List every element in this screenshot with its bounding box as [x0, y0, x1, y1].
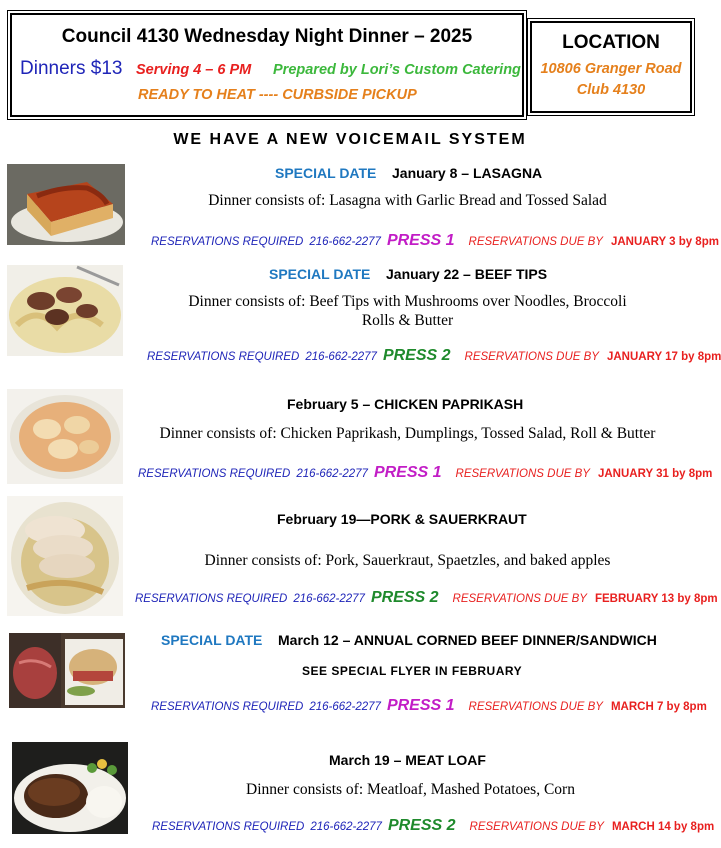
due-label: RESERVATIONS DUE BY [468, 236, 603, 248]
due-label: RESERVATIONS DUE BY [464, 351, 599, 363]
reservation-required-label: RESERVATIONS REQUIRED [151, 236, 304, 248]
event-description: Dinner consists of: Pork, Sauerkraut, Spaetzles, and baked apples [204, 552, 611, 569]
location-club: Club 4130 [576, 82, 646, 98]
event-description: Dinner consists of: Lasagna with Garlic Bread and Tossed Salad [208, 192, 607, 209]
pork-sauerkraut-photo [7, 496, 123, 616]
press-option: PRESS 2 [370, 589, 439, 606]
reservation-required-label: RESERVATIONS REQUIRED [138, 468, 291, 480]
reservation-line [151, 697, 707, 715]
due-date: JANUARY 31 by 8pm [597, 468, 713, 480]
due-date: JANUARY 17 by 8pm [606, 351, 721, 363]
event-title: January 8 – LASAGNA [392, 165, 543, 181]
page-title: Council 4130 Wednesday Night Dinner – 2025 [61, 26, 473, 47]
press-option: PRESS 2 [382, 347, 451, 364]
reservation-required-label: RESERVATIONS REQUIRED [147, 351, 300, 363]
event-description-line2: Rolls & Butter [361, 312, 454, 329]
due-date: FEBRUARY 13 by 8pm [594, 593, 718, 605]
phone-number: 216-662-2277 [309, 701, 381, 713]
pickup-note: READY TO HEAT ---- CURBSIDE PICKUP [138, 87, 417, 103]
event-description: Dinner consists of: Chicken Paprikash, Dumplings, Tossed Salad, Roll & Butter [159, 425, 656, 442]
due-label: RESERVATIONS DUE BY [455, 468, 590, 480]
event-description: Dinner consists of: Beef Tips with Mushrooms over Noodles, Broccoli [188, 293, 627, 310]
serving-hours: Serving 4 – 6 PM [136, 62, 252, 78]
event-description: Dinner consists of: Meatloaf, Mashed Potatoes, Corn [246, 781, 575, 798]
event-title: February 5 – CHICKEN PAPRIKASH [287, 396, 524, 412]
due-label: RESERVATIONS DUE BY [469, 821, 604, 833]
beef-tips-photo [7, 265, 123, 356]
event-title: February 19—PORK & SAUERKRAUT [277, 511, 527, 527]
lasagna-photo [7, 164, 125, 245]
location-heading: LOCATION [562, 32, 660, 53]
phone-number: 216-662-2277 [296, 468, 368, 480]
due-date: MARCH 7 by 8pm [610, 701, 707, 713]
reservation-line [135, 589, 718, 607]
reservation-line [147, 347, 721, 365]
due-date: JANUARY 3 by 8pm [610, 236, 719, 248]
reservation-line [152, 817, 714, 835]
caterer-label: Prepared by Lori’s Custom Catering [273, 62, 521, 78]
press-option: PRESS 1 [373, 464, 442, 481]
special-date-label: SPECIAL DATE [161, 632, 263, 648]
phone-number: 216-662-2277 [293, 593, 365, 605]
due-label: RESERVATIONS DUE BY [452, 593, 587, 605]
price-label: Dinners $13 [20, 58, 123, 79]
reservation-required-label: RESERVATIONS REQUIRED [151, 701, 304, 713]
special-date-label: SPECIAL DATE [275, 165, 377, 181]
event-title: March 19 – MEAT LOAF [329, 752, 486, 768]
reservation-line [138, 464, 712, 482]
reservation-required-label: RESERVATIONS REQUIRED [135, 593, 288, 605]
voicemail-announcement: WE HAVE A NEW VOICEMAIL SYSTEM [173, 131, 527, 148]
press-option: PRESS 2 [387, 817, 456, 834]
flyer-note: SEE SPECIAL FLYER IN FEBRUARY [302, 664, 523, 678]
press-option: PRESS 1 [386, 697, 455, 714]
due-date: MARCH 14 by 8pm [611, 821, 715, 833]
chicken-paprikash-photo [7, 389, 123, 484]
reservation-required-label: RESERVATIONS REQUIRED [152, 821, 305, 833]
phone-number: 216-662-2277 [310, 821, 382, 833]
phone-number: 216-662-2277 [305, 351, 377, 363]
phone-number: 216-662-2277 [309, 236, 381, 248]
corned-beef-photo [9, 633, 125, 708]
event-title: March 12 – ANNUAL CORNED BEEF DINNER/SANDWICH [278, 632, 657, 648]
press-option: PRESS 1 [386, 232, 455, 249]
due-label: RESERVATIONS DUE BY [468, 701, 603, 713]
meatloaf-photo [12, 742, 128, 834]
special-date-label: SPECIAL DATE [269, 266, 371, 282]
event-title: January 22 – BEEF TIPS [386, 266, 548, 282]
reservation-line [151, 232, 719, 250]
location-address: 10806 Granger Road [540, 61, 682, 77]
